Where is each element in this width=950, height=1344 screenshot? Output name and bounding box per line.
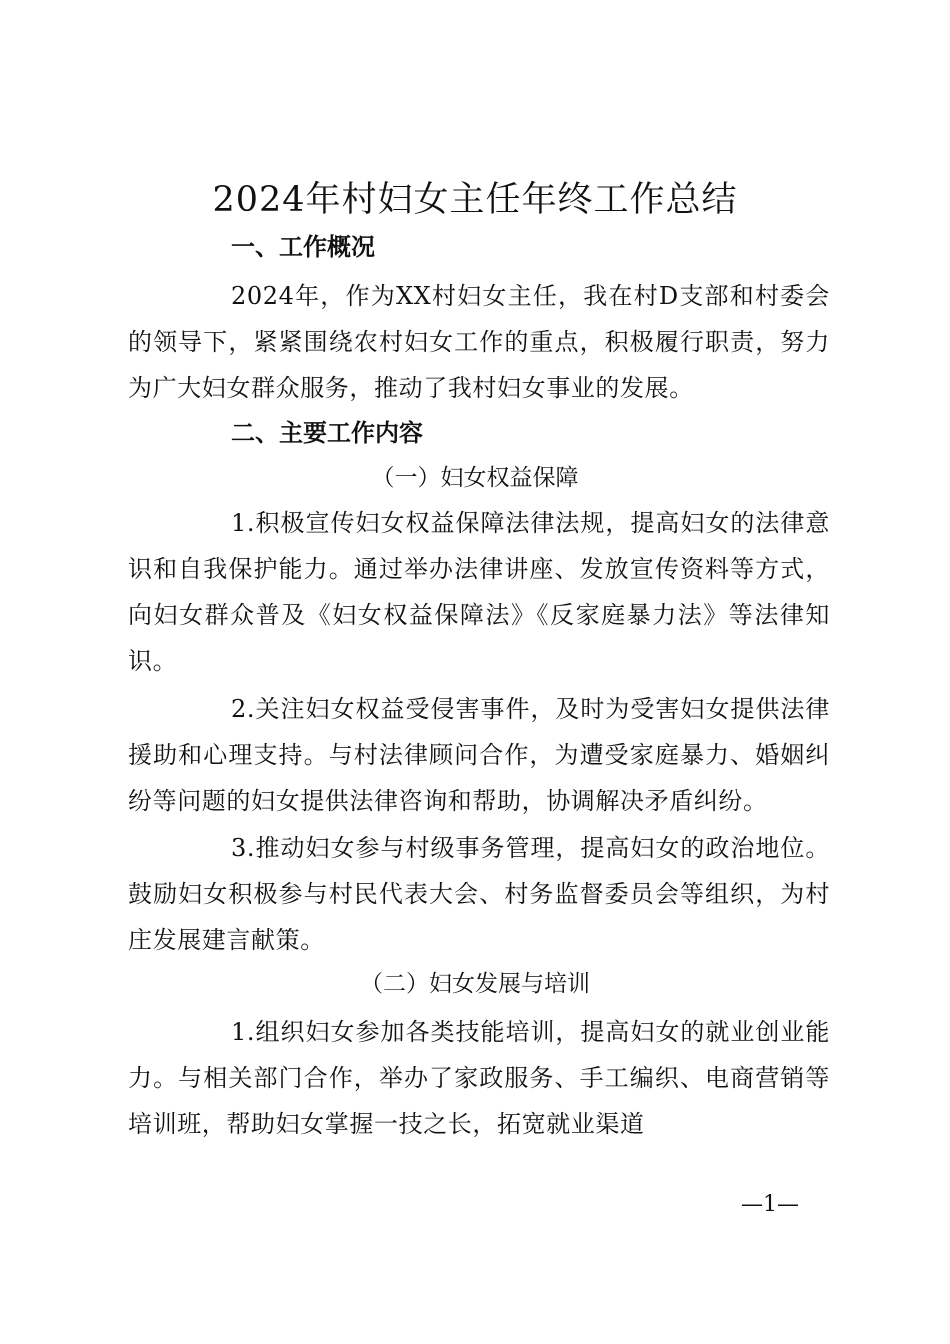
page-number: —1— <box>741 1192 799 1217</box>
subsection-heading-development: （二）妇女发展与培训 <box>360 971 590 997</box>
section-heading-overview: 一、工作概况 <box>231 233 375 261</box>
paragraph-overview: 2024年，作为XX村妇女主任，我在村D支部和村委会的领导下，紧紧围绕农村妇女工作的重点，积极履行职责，努力为广大妇女群众服务，推动了我村妇女事业的发展。 <box>128 282 830 402</box>
paragraph-development-item-1: 1.组织妇女参加各类技能培训，提高妇女的就业创业能力。与相关部门合作，举办了家政服务、手工编织、电商营销等培训班，帮助妇女掌握一技之长，拓宽就业渠道 <box>128 1018 830 1138</box>
paragraph-rights-item-3: 3.推动妇女参与村级事务管理，提高妇女的政治地位。鼓励妇女积极参与村民代表大会、村务监督委员会等组织，为村庄发展建言献策。 <box>128 834 830 954</box>
subsection-heading-rights: （一）妇女权益保障 <box>371 465 579 491</box>
document-title: 2024年村妇女主任年终工作总结 <box>212 180 738 220</box>
paragraph-rights-item-1: 1.积极宣传妇女权益保障法律法规，提高妇女的法律意识和自我保护能力。通过举办法律讲座、发放宣传资料等方式，向妇女群众普及《妇女权益保障法》《反家庭暴力法》等法律知识。 <box>128 509 830 675</box>
paragraph-rights-item-2: 2.关注妇女权益受侵害事件，及时为受害妇女提供法律援助和心理支持。与村法律顾问合作，为遭受家庭暴力、婚姻纠纷等问题的妇女提供法律咨询和帮助，协调解决矛盾纠纷。 <box>128 695 830 815</box>
section-heading-main-work: 二、主要工作内容 <box>231 419 423 447</box>
